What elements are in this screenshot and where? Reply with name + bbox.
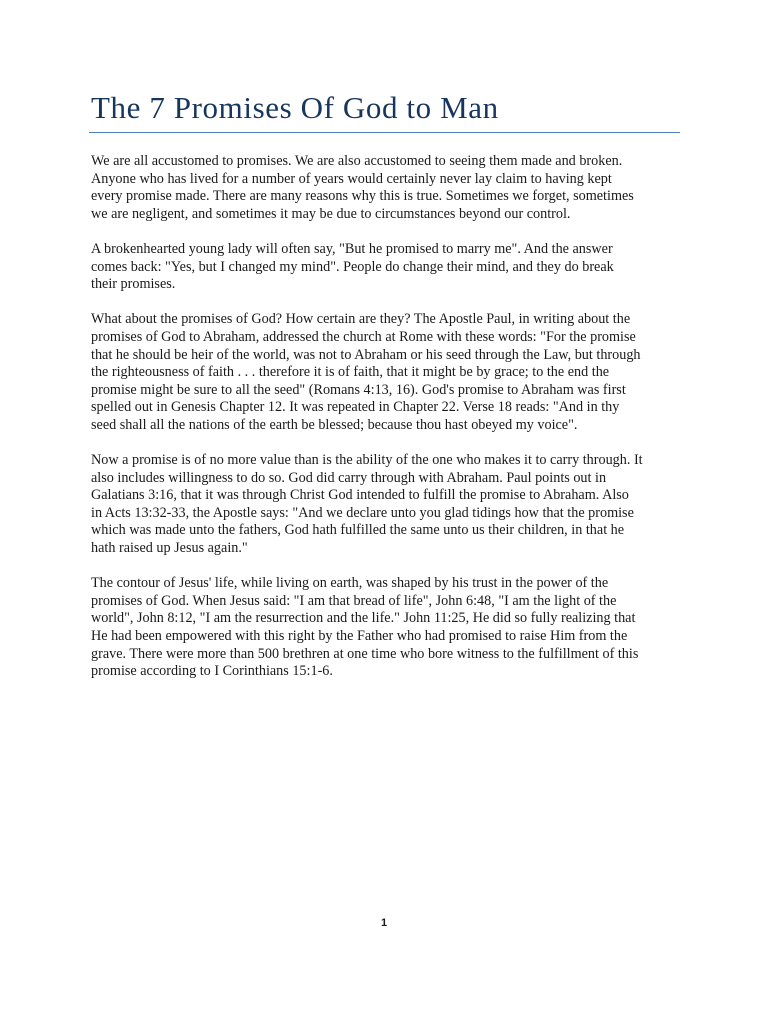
text-line: We are all accustomed to promises. We are also accustomed to seeing them made and broken.: [91, 153, 623, 169]
title-underline: [89, 132, 680, 133]
paragraph-3: [91, 311, 681, 434]
text-line: Now a promise is of no more value than is the ability of the one who makes it to carry through. It: [91, 452, 643, 469]
document-body: [91, 153, 681, 698]
text-line: also includes willingness to do so. God did carry through with Abraham. Paul points out in: [91, 469, 607, 486]
text-line: comes back: "Yes, but I changed my mind". People do change their mind, and they do break: [91, 258, 614, 275]
text-line: hath raised up Jesus again.": [91, 540, 248, 557]
text-line: What about the promises of God? How certain are they? The Apostle Paul, in writing about the: [91, 311, 631, 328]
text-line: promises of God to Abraham, addressed the church at Rome with these words: "For the promise: [91, 328, 636, 345]
text-line: their promises.: [91, 276, 176, 293]
text-line: promise might be sure to all the seed" (Romans 4:13, 16). God's promise to Abraham was first: [91, 381, 626, 398]
text-line: spelled out in Genesis Chapter 12. It was repeated in Chapter 22. Verse 18 reads: "And in thy: [91, 399, 620, 416]
text-line: the righteousness of faith . . . therefore it is of faith, that it might be by grace; to the end the: [91, 364, 610, 381]
paragraph-1: [91, 153, 681, 223]
paragraph-2: [91, 241, 681, 294]
paragraph-4: [91, 452, 681, 558]
text-line: promise according to I Corinthians 15:1-6.: [91, 663, 333, 680]
text-line: every promise made. There are many reasons why this is true. Sometimes we forget, sometimes: [91, 188, 634, 205]
text-line: which was made unto the fathers, God hath fulfilled the same unto us their children, in that he: [91, 522, 625, 539]
text-line: that he should be heir of the world, was not to Abraham or his seed through the Law, but through: [91, 346, 641, 363]
text-line: seed shall all the nations of the earth be blessed; because thou hast obeyed my voice".: [91, 416, 578, 433]
paragraph-5: [91, 575, 681, 681]
text-line: promises of God. When Jesus said: "I am that bread of life", John 6:48, "I am the light of the: [91, 592, 617, 609]
text-line: Galatians 3:16, that it was through Christ God intended to fulfill the promise to Abraham. Also: [91, 487, 629, 504]
text-line: world", John 8:12, "I am the resurrection and the life." John 11:25, He did so fully realizing that: [91, 610, 636, 627]
text-line: we are negligent, and sometimes it may be due to circumstances beyond our control.: [91, 205, 571, 222]
page-title: The 7 Promises Of God to Man: [91, 90, 499, 125]
text-line: The contour of Jesus' life, while living on earth, was shaped by his trust in the power of the: [91, 575, 609, 592]
text-line: He had been empowered with this right by the Father who had promised to raise Him from the: [91, 628, 628, 645]
text-line: Anyone who has lived for a number of years would certainly never lay claim to having kept: [91, 170, 612, 187]
page-number: 1: [380, 917, 388, 929]
text-line: grave. There were more than 500 brethren at one time who bore witness to the fulfillment of this: [91, 645, 639, 662]
text-line: A brokenhearted young lady will often say, "But he promised to marry me". And the answer: [91, 240, 613, 257]
text-line: in Acts 13:32-33, the Apostle says: "And we declare unto you glad tidings how that the promise: [91, 504, 634, 521]
